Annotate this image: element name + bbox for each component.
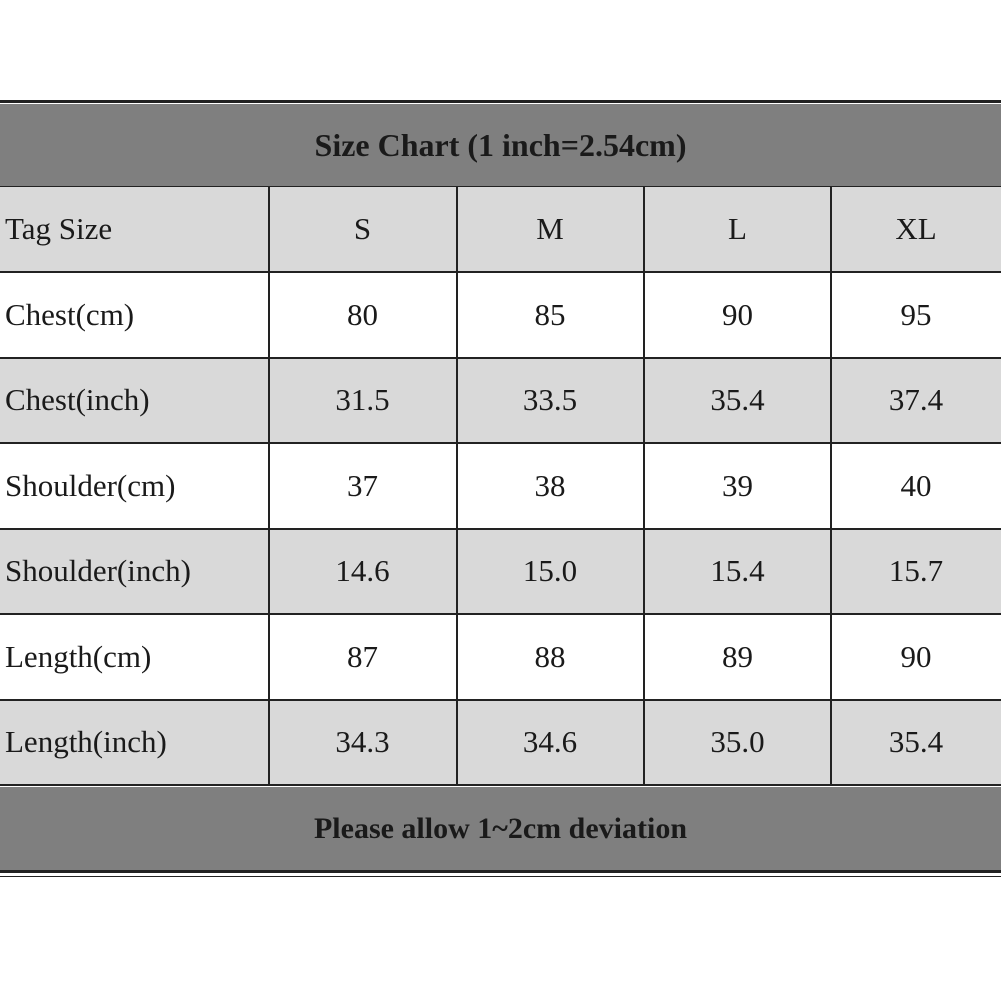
row-value: 90 (900, 639, 932, 674)
row-divider (0, 613, 1001, 615)
deviation-note: Please allow 1~2cm deviation (0, 787, 1001, 870)
row-label: Chest(cm) (5, 297, 135, 332)
row-value: 33.5 (522, 382, 578, 417)
chart-title: Size Chart (1 inch=2.54cm) (0, 104, 1001, 186)
table-row (0, 358, 1001, 442)
table-row (0, 529, 1001, 613)
header-size-xl: XL (895, 211, 937, 246)
row-label: Length(inch) (5, 724, 167, 759)
row-value: 34.6 (522, 724, 578, 759)
header-size-s: S (353, 211, 372, 246)
row-divider (0, 784, 1001, 786)
row-value: 40 (900, 468, 932, 503)
row-value: 87 (347, 639, 378, 674)
bottom-border-secondary (0, 876, 1001, 877)
row-value: 31.5 (335, 382, 390, 417)
table-row (0, 700, 1001, 784)
row-value: 35.4 (888, 724, 944, 759)
row-value: 34.3 (335, 724, 390, 759)
table-row (0, 273, 1001, 357)
header-size-l: L (728, 211, 747, 246)
row-value: 15.0 (522, 553, 578, 588)
row-divider (0, 442, 1001, 444)
row-value: 37.4 (888, 382, 944, 417)
top-border (0, 100, 1001, 103)
row-value: 15.4 (710, 553, 765, 588)
column-divider (830, 187, 832, 786)
table-row (0, 444, 1001, 528)
header-label: Tag Size (5, 211, 113, 246)
column-divider (643, 187, 645, 786)
row-value: 89 (722, 639, 753, 674)
column-divider (456, 187, 458, 786)
row-value: 38 (534, 468, 566, 503)
row-value: 39 (722, 468, 753, 503)
row-value: 85 (534, 297, 566, 332)
row-label: Shoulder(inch) (5, 553, 191, 588)
row-value: 80 (347, 297, 378, 332)
row-value: 14.6 (335, 553, 390, 588)
size-table (0, 187, 1001, 786)
row-divider (0, 699, 1001, 701)
row-divider (0, 271, 1001, 273)
row-value: 15.7 (888, 553, 944, 588)
row-label: Shoulder(cm) (5, 468, 176, 503)
header-size-m: M (536, 211, 564, 246)
bottom-border (0, 870, 1001, 873)
row-value: 95 (900, 297, 932, 332)
row-value: 37 (347, 468, 378, 503)
row-label: Length(cm) (5, 639, 152, 674)
row-value: 88 (534, 639, 566, 674)
row-label: Chest(inch) (5, 382, 150, 417)
column-divider (268, 187, 270, 786)
row-value: 90 (722, 297, 753, 332)
row-divider (0, 357, 1001, 359)
table-row (0, 615, 1001, 699)
row-divider (0, 528, 1001, 530)
row-value: 35.4 (710, 382, 765, 417)
row-value: 35.0 (710, 724, 765, 759)
table-header-row (0, 187, 1001, 271)
